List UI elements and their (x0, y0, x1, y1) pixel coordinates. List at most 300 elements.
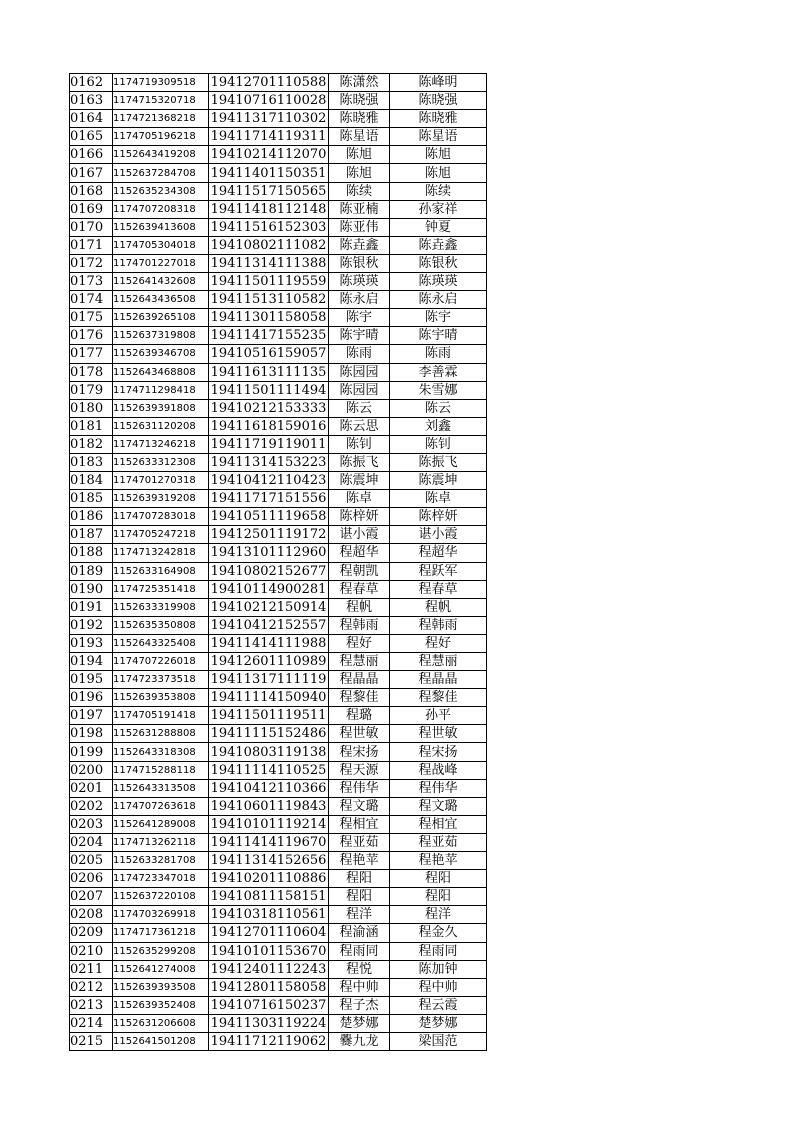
row-seq-cell: 0204 (70, 833, 113, 851)
name-cell: 程悦 (329, 960, 390, 978)
table-row (70, 779, 487, 797)
name-cell: 程好 (329, 634, 390, 652)
row-seq-cell: 0203 (70, 815, 113, 833)
name-alt-cell: 程艳苹 (390, 852, 487, 870)
name-alt-cell: 程云霞 (390, 996, 487, 1014)
table-row (70, 978, 487, 996)
certificate-no-cell: 1174713246218 (113, 435, 209, 453)
name-alt-cell: 陈钊 (390, 435, 487, 453)
name-alt-cell: 陈晓雅 (390, 110, 487, 128)
row-seq-cell: 0195 (70, 671, 113, 689)
row-seq-cell: 0177 (70, 345, 113, 363)
certificate-no-cell: 1152633312308 (113, 453, 209, 471)
name-cell: 陈钊 (329, 435, 390, 453)
table-row (70, 942, 487, 960)
name-alt-cell: 程慧丽 (390, 653, 487, 671)
exam-no-cell: 19411501119559 (209, 273, 329, 291)
table-row (70, 888, 487, 906)
name-alt-cell: 刘鑫 (390, 417, 487, 435)
certificate-no-cell: 1152639391808 (113, 399, 209, 417)
row-seq-cell: 0199 (70, 743, 113, 761)
name-cell: 程相宜 (329, 815, 390, 833)
row-seq-cell: 0206 (70, 870, 113, 888)
row-seq-cell: 0197 (70, 707, 113, 725)
certificate-no-cell: 1174717361218 (113, 924, 209, 942)
certificate-no-cell: 1152639319208 (113, 490, 209, 508)
exam-no-cell: 19411501119511 (209, 707, 329, 725)
name-cell: 陈瑛瑛 (329, 273, 390, 291)
exam-no-cell: 19410412110423 (209, 472, 329, 490)
name-alt-cell: 程跃军 (390, 562, 487, 580)
table-row (70, 200, 487, 218)
certificate-no-cell: 1152643313508 (113, 779, 209, 797)
name-alt-cell: 李善霖 (390, 363, 487, 381)
certificate-no-cell: 1174705196218 (113, 128, 209, 146)
name-cell: 陈云 (329, 399, 390, 417)
table-row (70, 182, 487, 200)
table-row (70, 453, 487, 471)
table-row (70, 653, 487, 671)
table-row (70, 291, 487, 309)
name-cell: 程晶晶 (329, 671, 390, 689)
exam-no-cell: 19411618159016 (209, 417, 329, 435)
exam-no-cell: 19410811158151 (209, 888, 329, 906)
certificate-no-cell: 1174705191418 (113, 707, 209, 725)
exam-no-cell: 19412401112243 (209, 960, 329, 978)
exam-no-cell: 19411301158058 (209, 309, 329, 327)
exam-no-cell: 19410716110028 (209, 92, 329, 110)
row-seq-cell: 0174 (70, 291, 113, 309)
table-row (70, 92, 487, 110)
roster-table (69, 73, 487, 1051)
row-seq-cell: 0210 (70, 942, 113, 960)
exam-no-cell: 19411501111494 (209, 381, 329, 399)
name-alt-cell: 程战峰 (390, 761, 487, 779)
row-seq-cell: 0188 (70, 544, 113, 562)
name-cell: 陈园园 (329, 381, 390, 399)
certificate-no-cell: 1174707226018 (113, 653, 209, 671)
name-alt-cell: 程文璐 (390, 797, 487, 815)
name-cell: 程阳 (329, 888, 390, 906)
exam-no-cell: 19412701110588 (209, 74, 329, 92)
exam-no-cell: 19410412152557 (209, 616, 329, 634)
table-row (70, 743, 487, 761)
row-seq-cell: 0187 (70, 526, 113, 544)
table-row (70, 508, 487, 526)
name-alt-cell: 程洋 (390, 906, 487, 924)
name-alt-cell: 程世敏 (390, 725, 487, 743)
certificate-no-cell: 1174705247218 (113, 526, 209, 544)
exam-no-cell: 19411418112148 (209, 200, 329, 218)
exam-no-cell: 19411712119062 (209, 1032, 329, 1050)
exam-no-cell: 19411516152303 (209, 218, 329, 236)
row-seq-cell: 0200 (70, 761, 113, 779)
roster-table-body (70, 74, 487, 1051)
name-cell: 程艳苹 (329, 852, 390, 870)
row-seq-cell: 0193 (70, 634, 113, 652)
exam-no-cell: 19411303119224 (209, 1014, 329, 1032)
name-alt-cell: 程雨同 (390, 942, 487, 960)
exam-no-cell: 19410803119138 (209, 743, 329, 761)
row-seq-cell: 0186 (70, 508, 113, 526)
name-cell: 陈星语 (329, 128, 390, 146)
name-alt-cell: 陈星语 (390, 128, 487, 146)
name-alt-cell: 陈峰明 (390, 74, 487, 92)
certificate-no-cell: 1152631120208 (113, 417, 209, 435)
name-cell: 程帆 (329, 598, 390, 616)
exam-no-cell: 19412801158058 (209, 978, 329, 996)
certificate-no-cell: 1174713242818 (113, 544, 209, 562)
certificate-no-cell: 1152635299208 (113, 942, 209, 960)
exam-no-cell: 19411513110582 (209, 291, 329, 309)
name-alt-cell: 程黎佳 (390, 689, 487, 707)
exam-no-cell: 19411417155235 (209, 327, 329, 345)
certificate-no-cell: 1152639413608 (113, 218, 209, 236)
name-cell: 程渝涵 (329, 924, 390, 942)
row-seq-cell: 0215 (70, 1032, 113, 1050)
name-alt-cell: 程阳 (390, 870, 487, 888)
name-cell: 陈永启 (329, 291, 390, 309)
name-cell: 程世敏 (329, 725, 390, 743)
name-cell: 程宋扬 (329, 743, 390, 761)
certificate-no-cell: 1174715320718 (113, 92, 209, 110)
row-seq-cell: 0196 (70, 689, 113, 707)
certificate-no-cell: 1152639353808 (113, 689, 209, 707)
name-cell: 陈亚楠 (329, 200, 390, 218)
table-row (70, 797, 487, 815)
exam-no-cell: 19411719119011 (209, 435, 329, 453)
exam-no-cell: 19410318110561 (209, 906, 329, 924)
exam-no-cell: 19411115152486 (209, 725, 329, 743)
certificate-no-cell: 1174723347018 (113, 870, 209, 888)
name-cell: 陈振飞 (329, 453, 390, 471)
table-row (70, 273, 487, 291)
row-seq-cell: 0164 (70, 110, 113, 128)
certificate-no-cell: 1152643436508 (113, 291, 209, 309)
row-seq-cell: 0176 (70, 327, 113, 345)
table-row (70, 960, 487, 978)
row-seq-cell: 0183 (70, 453, 113, 471)
row-seq-cell: 0205 (70, 852, 113, 870)
certificate-no-cell: 1152633281708 (113, 852, 209, 870)
certificate-no-cell: 1174721368218 (113, 110, 209, 128)
name-alt-cell: 陈旭 (390, 146, 487, 164)
row-seq-cell: 0198 (70, 725, 113, 743)
table-row (70, 616, 487, 634)
name-cell: 程慧丽 (329, 653, 390, 671)
name-alt-cell: 钟夏 (390, 218, 487, 236)
name-cell: 程伟华 (329, 779, 390, 797)
name-alt-cell: 楚梦娜 (390, 1014, 487, 1032)
table-row (70, 472, 487, 490)
name-alt-cell: 程中帅 (390, 978, 487, 996)
row-seq-cell: 0192 (70, 616, 113, 634)
certificate-no-cell: 1152641432608 (113, 273, 209, 291)
table-row (70, 146, 487, 164)
name-cell: 陈续 (329, 182, 390, 200)
name-cell: 程韩雨 (329, 616, 390, 634)
name-cell: 陈云思 (329, 417, 390, 435)
table-row (70, 236, 487, 254)
name-alt-cell: 程伟华 (390, 779, 487, 797)
name-cell: 程雨同 (329, 942, 390, 960)
exam-no-cell: 19411314153223 (209, 453, 329, 471)
row-seq-cell: 0185 (70, 490, 113, 508)
row-seq-cell: 0170 (70, 218, 113, 236)
name-alt-cell: 梁国范 (390, 1032, 487, 1050)
name-cell: 程洋 (329, 906, 390, 924)
name-cell: 程黎佳 (329, 689, 390, 707)
exam-no-cell: 19411717151556 (209, 490, 329, 508)
row-seq-cell: 0171 (70, 236, 113, 254)
certificate-no-cell: 1152635234308 (113, 182, 209, 200)
exam-no-cell: 19412701110604 (209, 924, 329, 942)
name-alt-cell: 陈续 (390, 182, 487, 200)
certificate-no-cell: 1174701270318 (113, 472, 209, 490)
exam-no-cell: 19410212153333 (209, 399, 329, 417)
exam-no-cell: 19412601110989 (209, 653, 329, 671)
name-alt-cell: 陈加钟 (390, 960, 487, 978)
exam-no-cell: 19411114110525 (209, 761, 329, 779)
table-row (70, 164, 487, 182)
certificate-no-cell: 1152637319808 (113, 327, 209, 345)
table-row (70, 725, 487, 743)
exam-no-cell: 19410212150914 (209, 598, 329, 616)
certificate-no-cell: 1152641289008 (113, 815, 209, 833)
name-cell: 陈梓妍 (329, 508, 390, 526)
row-seq-cell: 0167 (70, 164, 113, 182)
exam-no-cell: 19410101153670 (209, 942, 329, 960)
table-row (70, 309, 487, 327)
table-row (70, 345, 487, 363)
row-seq-cell: 0165 (70, 128, 113, 146)
certificate-no-cell: 1152639265108 (113, 309, 209, 327)
certificate-no-cell: 1152633319908 (113, 598, 209, 616)
name-alt-cell: 陈宇晴 (390, 327, 487, 345)
row-seq-cell: 0175 (70, 309, 113, 327)
row-seq-cell: 0179 (70, 381, 113, 399)
table-row (70, 815, 487, 833)
name-alt-cell: 程晶晶 (390, 671, 487, 689)
row-seq-cell: 0202 (70, 797, 113, 815)
certificate-no-cell: 1174707208318 (113, 200, 209, 218)
name-alt-cell: 程阳 (390, 888, 487, 906)
name-cell: 程天源 (329, 761, 390, 779)
exam-no-cell: 19410716150237 (209, 996, 329, 1014)
row-seq-cell: 0180 (70, 399, 113, 417)
name-alt-cell: 孙家祥 (390, 200, 487, 218)
certificate-no-cell: 1174707263618 (113, 797, 209, 815)
name-cell: 楚梦娜 (329, 1014, 390, 1032)
row-seq-cell: 0189 (70, 562, 113, 580)
exam-no-cell: 19410802111082 (209, 236, 329, 254)
row-seq-cell: 0181 (70, 417, 113, 435)
row-seq-cell: 0209 (70, 924, 113, 942)
exam-no-cell: 19410214112070 (209, 146, 329, 164)
table-row (70, 526, 487, 544)
row-seq-cell: 0184 (70, 472, 113, 490)
table-row (70, 218, 487, 236)
name-alt-cell: 谌小霞 (390, 526, 487, 544)
name-cell: 陈亚伟 (329, 218, 390, 236)
certificate-no-cell: 1152641274008 (113, 960, 209, 978)
certificate-no-cell: 1152639346708 (113, 345, 209, 363)
name-cell: 程文璐 (329, 797, 390, 815)
exam-no-cell: 19411414111988 (209, 634, 329, 652)
certificate-no-cell: 1152639393508 (113, 978, 209, 996)
name-cell: 陈潇然 (329, 74, 390, 92)
name-alt-cell: 陈瑛瑛 (390, 273, 487, 291)
exam-no-cell: 19410516159057 (209, 345, 329, 363)
certificate-no-cell: 1152637220108 (113, 888, 209, 906)
exam-no-cell: 19411317111119 (209, 671, 329, 689)
certificate-no-cell: 1152643318308 (113, 743, 209, 761)
name-alt-cell: 程春草 (390, 580, 487, 598)
exam-no-cell: 19410601119843 (209, 797, 329, 815)
table-row (70, 761, 487, 779)
row-seq-cell: 0172 (70, 254, 113, 272)
name-cell: 爨九龙 (329, 1032, 390, 1050)
table-row (70, 417, 487, 435)
certificate-no-cell: 1174713262118 (113, 833, 209, 851)
table-row (70, 128, 487, 146)
certificate-no-cell: 1152633164908 (113, 562, 209, 580)
table-row (70, 852, 487, 870)
name-cell: 程春草 (329, 580, 390, 598)
name-alt-cell: 陈云 (390, 399, 487, 417)
certificate-no-cell: 1152641501208 (113, 1032, 209, 1050)
name-alt-cell: 陈银秋 (390, 254, 487, 272)
exam-no-cell: 19413101112960 (209, 544, 329, 562)
exam-no-cell: 19410412110366 (209, 779, 329, 797)
name-cell: 陈震坤 (329, 472, 390, 490)
table-row (70, 996, 487, 1014)
name-alt-cell: 朱雪娜 (390, 381, 487, 399)
certificate-no-cell: 1174703269918 (113, 906, 209, 924)
certificate-no-cell: 1152643468808 (113, 363, 209, 381)
name-alt-cell: 陈振飞 (390, 453, 487, 471)
row-seq-cell: 0212 (70, 978, 113, 996)
exam-no-cell: 19411414119670 (209, 833, 329, 851)
exam-no-cell: 19411317110302 (209, 110, 329, 128)
exam-no-cell: 19410114900281 (209, 580, 329, 598)
table-row (70, 833, 487, 851)
name-cell: 程中帅 (329, 978, 390, 996)
table-row (70, 381, 487, 399)
certificate-no-cell: 1174719309518 (113, 74, 209, 92)
certificate-no-cell: 1152631206608 (113, 1014, 209, 1032)
row-seq-cell: 0182 (70, 435, 113, 453)
row-seq-cell: 0207 (70, 888, 113, 906)
row-seq-cell: 0168 (70, 182, 113, 200)
table-row (70, 435, 487, 453)
certificate-no-cell: 1152643325408 (113, 634, 209, 652)
table-row (70, 254, 487, 272)
exam-no-cell: 19412501119172 (209, 526, 329, 544)
name-cell: 陈晓雅 (329, 110, 390, 128)
row-seq-cell: 0162 (70, 74, 113, 92)
table-row (70, 689, 487, 707)
exam-no-cell: 19411714119311 (209, 128, 329, 146)
certificate-no-cell: 1174715288118 (113, 761, 209, 779)
name-alt-cell: 程好 (390, 634, 487, 652)
name-alt-cell: 陈卓 (390, 490, 487, 508)
name-cell: 程超华 (329, 544, 390, 562)
name-alt-cell: 陈宇 (390, 309, 487, 327)
name-cell: 陈晓强 (329, 92, 390, 110)
table-row (70, 490, 487, 508)
certificate-no-cell: 1174707283018 (113, 508, 209, 526)
row-seq-cell: 0166 (70, 146, 113, 164)
exam-no-cell: 19410201110886 (209, 870, 329, 888)
name-cell: 陈旭 (329, 146, 390, 164)
row-seq-cell: 0190 (70, 580, 113, 598)
table-row (70, 580, 487, 598)
row-seq-cell: 0191 (70, 598, 113, 616)
certificate-no-cell: 1152643419208 (113, 146, 209, 164)
name-alt-cell: 陈垚鑫 (390, 236, 487, 254)
name-cell: 陈宇晴 (329, 327, 390, 345)
row-seq-cell: 0201 (70, 779, 113, 797)
row-seq-cell: 0194 (70, 653, 113, 671)
name-alt-cell: 程韩雨 (390, 616, 487, 634)
name-cell: 陈旭 (329, 164, 390, 182)
name-cell: 陈卓 (329, 490, 390, 508)
row-seq-cell: 0178 (70, 363, 113, 381)
table-row (70, 707, 487, 725)
name-cell: 陈垚鑫 (329, 236, 390, 254)
table-row (70, 671, 487, 689)
table-row (70, 870, 487, 888)
row-seq-cell: 0169 (70, 200, 113, 218)
certificate-no-cell: 1152639352408 (113, 996, 209, 1014)
certificate-no-cell: 1174705304018 (113, 236, 209, 254)
exam-no-cell: 19410802152677 (209, 562, 329, 580)
name-alt-cell: 陈旭 (390, 164, 487, 182)
name-cell: 陈宇 (329, 309, 390, 327)
exam-no-cell: 19410101119214 (209, 815, 329, 833)
name-cell: 程阳 (329, 870, 390, 888)
name-cell: 程亚茹 (329, 833, 390, 851)
table-row (70, 1032, 487, 1050)
table-row (70, 544, 487, 562)
name-alt-cell: 孙平 (390, 707, 487, 725)
exam-no-cell: 19411401150351 (209, 164, 329, 182)
exam-no-cell: 19411314152656 (209, 852, 329, 870)
name-cell: 陈雨 (329, 345, 390, 363)
name-cell: 程朝凯 (329, 562, 390, 580)
row-seq-cell: 0173 (70, 273, 113, 291)
table-row (70, 562, 487, 580)
name-alt-cell: 陈雨 (390, 345, 487, 363)
name-alt-cell: 程相宜 (390, 815, 487, 833)
certificate-no-cell: 1152637284708 (113, 164, 209, 182)
name-cell: 陈银秋 (329, 254, 390, 272)
name-cell: 谌小霞 (329, 526, 390, 544)
table-row (70, 924, 487, 942)
row-seq-cell: 0214 (70, 1014, 113, 1032)
name-alt-cell: 程金久 (390, 924, 487, 942)
certificate-no-cell: 1174711298418 (113, 381, 209, 399)
certificate-no-cell: 1152635350808 (113, 616, 209, 634)
table-row (70, 906, 487, 924)
table-row (70, 399, 487, 417)
table-row (70, 327, 487, 345)
name-alt-cell: 陈晓强 (390, 92, 487, 110)
row-seq-cell: 0208 (70, 906, 113, 924)
exam-no-cell: 19410511119658 (209, 508, 329, 526)
table-row (70, 598, 487, 616)
